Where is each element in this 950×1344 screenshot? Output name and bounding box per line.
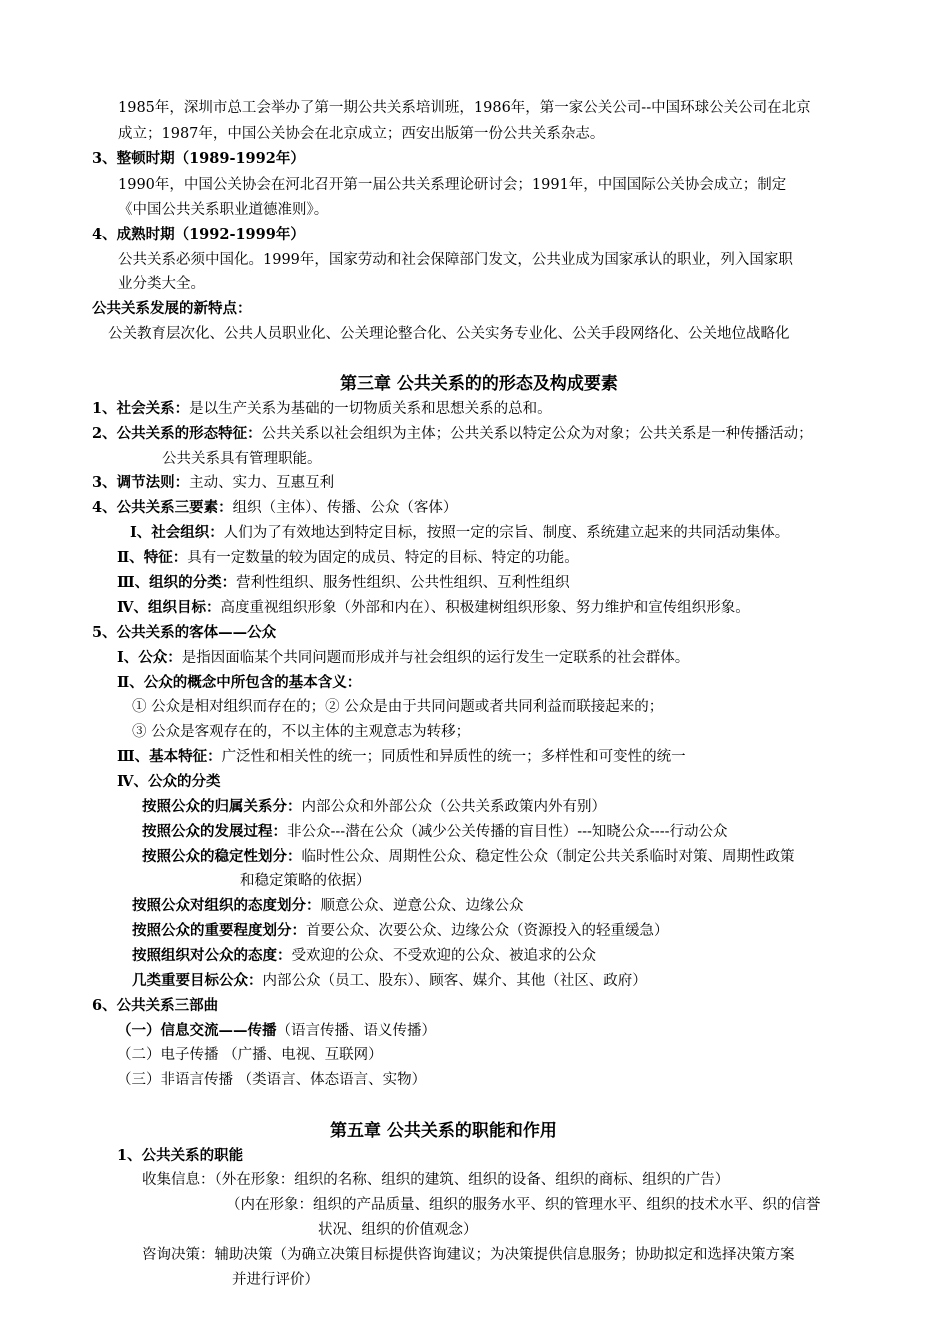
text-line: 业分类大全。 (118, 276, 205, 292)
text-line: 1990年，中国公关协会在河北召开第一届公共关系理论研讨会；1991年，中国国际公关协会成立；制定 (118, 177, 787, 193)
text-line: 3、调节法则：主动、实力、互惠互利 (92, 474, 335, 491)
text-line: ③ 公众是客观存在的，不以主体的主观意志为转移； (132, 724, 471, 740)
text-line: 状况、组织的价值观念） (318, 1222, 478, 1238)
section-heading: 4、成熟时期（1992-1999年） (92, 226, 305, 243)
text-line: 和稳定策略的依据） (240, 873, 371, 889)
text-line: 按照公众对组织的态度划分：顺意公众、逆意公众、边缘公众 (132, 897, 524, 914)
text-line: （一）信息交流——传播（语言传播、语义传播） (117, 1022, 436, 1039)
chapter-title: 第三章 公共关系的的形态及构成要素 (340, 374, 618, 394)
text-line: 公共关系具有管理职能。 (162, 451, 322, 467)
text-line: 按照公众的发展过程：非公众---潜在公众（减少公关传播的盲目性）---知晓公众----行动公众 (142, 823, 728, 840)
text-line: Ⅱ、特征：具有一定数量的较为固定的成员、特定的目标、特定的功能。 (117, 549, 579, 566)
section-heading: Ⅱ、公众的概念中所包含的基本含义： (117, 674, 362, 691)
text-line: ① 公众是相对组织而存在的；② 公众是由于共同问题或者共同利益而联接起来的； (132, 699, 664, 715)
text-line: 按照公众的稳定性划分：临时性公众、周期性公众、稳定性公众（制定公共关系临时对策、周期性政策 (142, 848, 795, 865)
text-line: Ⅲ、基本特征：广泛性和相关性的统一；同质性和异质性的统一；多样性和可变性的统一 (117, 748, 686, 765)
section-heading: 公共关系发展的新特点： (92, 300, 252, 317)
text-line: 1、社会关系：是以生产关系为基础的一切物质关系和思想关系的总和。 (92, 400, 552, 417)
text-line: Ⅰ、社会组织：人们为了有效地达到特定目标，按照一定的宗旨、制度、系统建立起来的共同活动集体。 (130, 524, 790, 541)
text-line: 成立；1987年，中国公关协会在北京成立；西安出版第一份公共关系杂志。 (118, 126, 605, 142)
text-line: Ⅲ、组织的分类：营利性组织、服务性组织、公共性组织、互利性组织 (117, 574, 570, 591)
text-line: 按照组织对公众的态度：受欢迎的公众、不受欢迎的公众、被追求的公众 (132, 947, 596, 964)
section-heading: 6、公共关系三部曲 (92, 997, 219, 1014)
text-line: （三）非语言传播 （类语言、体态语言、实物） (117, 1072, 427, 1088)
section-heading: 3、整顿时期（1989-1992年） (92, 150, 305, 167)
text-line: （二）电子传播 （广播、电视、互联网） (117, 1047, 383, 1063)
section-heading: Ⅳ、公众的分类 (117, 773, 221, 790)
text-line: 按照公众的重要程度划分：首要公众、次要公众、边缘公众（资源投入的轻重缓急） (132, 922, 669, 939)
text-line: 《中国公共关系职业道德准则》。 (118, 202, 329, 218)
text-line: 收集信息：（外在形象：组织的名称、组织的建筑、组织的设备、组织的商标、组织的广告） (142, 1172, 730, 1188)
section-heading: 1、公共关系的职能 (117, 1147, 244, 1164)
text-line: 按照公众的归属关系分：内部公众和外部公众（公共关系政策内外有别） (142, 798, 606, 815)
text-line: Ⅰ、公众：是指因面临某个共同问题而形成并与社会组织的运行发生一定联系的社会群体。 (117, 649, 690, 666)
text-line: Ⅳ、组织目标：高度重视组织形象（外部和内在）、积极建树组织形象、努力维护和宣传组织形象。 (117, 599, 750, 616)
section-heading: 5、公共关系的客体——公众 (92, 624, 277, 641)
text-line: 并进行评价） (232, 1272, 319, 1288)
text-line: 几类重要目标公众：内部公众（员工、股东）、顾客、媒介、其他（社区、政府） (132, 972, 647, 989)
text-line: 1985年，深圳市总工会举办了第一期公共关系培训班，1986年，第一家公关公司--中国环球公关公司在北京 (118, 100, 811, 116)
chapter-title: 第五章 公共关系的职能和作用 (330, 1121, 557, 1141)
text-line: 2、公共关系的形态特征：公共关系以社会组织为主体；公共关系以特定公众为对象；公共关系是一种传播活动； (92, 425, 813, 442)
text-line: （内在形象：组织的产品质量、组织的服务水平、织的管理水平、组织的技术水平、织的信誉 (226, 1197, 821, 1213)
text-line: 公关教育层次化、公共人员职业化、公关理论整合化、公关实务专业化、公关手段网络化、公关地位战略化 (108, 326, 790, 342)
text-line: 公共关系必须中国化。1999年，国家劳动和社会保障部门发文，公共业成为国家承认的职业，列入国家职 (118, 252, 793, 268)
text-line: 咨询决策：辅助决策（为确立决策目标提供咨询建议；为决策提供信息服务；协助拟定和选择决策方案 (142, 1247, 795, 1263)
text-line: 4、公共关系三要素：组织（主体）、传播、公众（客体） (92, 499, 458, 516)
